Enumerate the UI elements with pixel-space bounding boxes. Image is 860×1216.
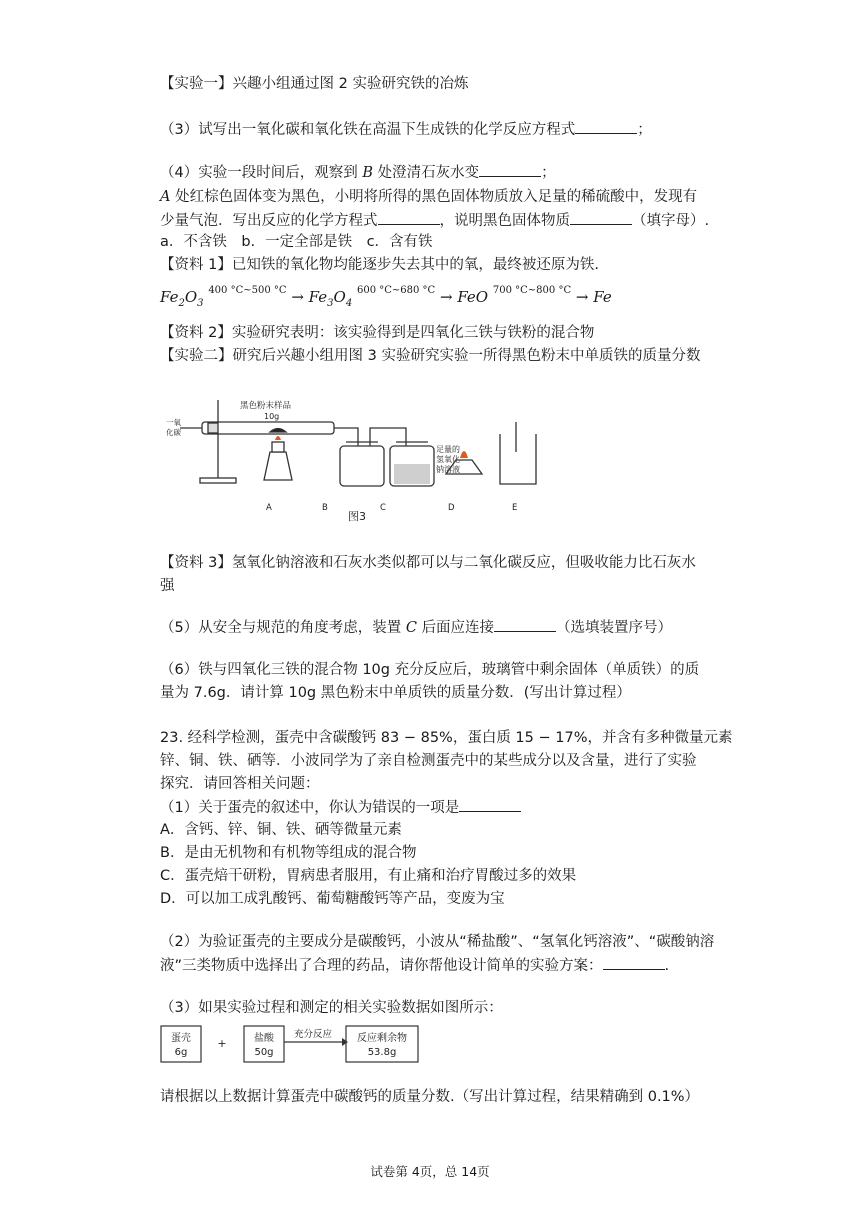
q23-line3: 探究．请回答相关问题： [160, 776, 320, 792]
q6-line2: 量为 7.6g．请计算 10g 黑色粉末中单质铁的质量分数．(写出计算过程） [160, 685, 631, 701]
label-A: A [266, 503, 272, 513]
box1-label: 蛋壳 [171, 1033, 191, 1044]
glass-tube [202, 422, 334, 434]
plus-sign: + [217, 1037, 227, 1050]
q23-s2-line2: 液”三类物质中选择出了合理的药品，请你帮他设计简单的实验方案： . [160, 955, 669, 976]
label-D: D [448, 503, 455, 513]
box2-label: 盐酸 [254, 1033, 274, 1044]
q23-option-c: C．蛋壳焙干研粉，胃病患者服用，有止痛和治疗胃酸过多的效果 [160, 868, 577, 884]
q5-text: （5）从安全与规范的角度考虑，装置 C 后面应连接 （选填装置序号） [160, 617, 672, 638]
box2-value: 50g [254, 1047, 274, 1058]
flame-icon [275, 436, 281, 440]
exp1-heading: 【实验一】兴趣小组通过图 2 实验研究铁的冶炼 [160, 76, 469, 92]
q23-calc: 请根据以上数据计算蛋壳中碳酸钙的质量分数.（写出计算过程，结果精确到 0.1%） [160, 1089, 700, 1105]
answer-blank[interactable] [575, 119, 637, 134]
q6-line1: （6）铁与四氧化三铁的混合物 10g 充分反应后，玻璃管中剩余固体（单质铁）的质 [160, 662, 700, 678]
naoh-label-3: 钠溶液 [436, 465, 460, 474]
q4-line3: 少量气泡．写出反应的化学方程式 ，说明黑色固体物质 （填字母）. [160, 210, 709, 231]
q23-option-d: D．可以加工成乳酸钙、葡萄糖酸钙等产品，变废为宝 [160, 891, 505, 907]
naoh-label-1: 足量的 [436, 445, 460, 454]
figure3-caption: 图3 [348, 510, 366, 523]
iron-oxide-reduction-formula: $Fe_2O_3$ $^{400 ^\circ C\sim 500 ^\circ C} \to Fe_3O_4$ $^{600 ^\circ C\sim 680 ^\circ C}$ → FeO $^{700 ^\circ C\sim 800 ^\circ C}$ → Fe [160, 285, 612, 309]
alcohol-lamp-A [264, 452, 292, 480]
info2-text: 【资料 2】实验研究表明：该实验得到是四氧化三铁与铁粉的混合物 [160, 325, 595, 341]
q4-line2: A 处红棕色固体变为黑色，小明将所得的黑色固体物质放入足量的稀硫酸中，发现有 [160, 189, 698, 205]
info1-text: 【资料 1】已知铁的氧化物均能逐步失去其中的氧，最终被还原为铁. [160, 257, 599, 273]
naoh-label-2: 氢氧化 [436, 455, 460, 464]
label-E: E [512, 503, 518, 513]
co-label-1: 一氧 [166, 418, 181, 427]
box3-label: 反应剩余物 [357, 1033, 407, 1044]
figure3-apparatus [160, 392, 740, 527]
label-B: B [322, 503, 328, 513]
answer-blank[interactable] [494, 617, 556, 632]
clamp [208, 423, 218, 433]
reaction-flow-diagram [160, 1022, 430, 1068]
q4-options: a．不含铁 b．一定全部是铁 c．含有铁 [160, 234, 433, 250]
q23-option-a: A．含钙、锌、铜、铁、硒等微量元素 [160, 822, 402, 838]
arrow-label: 充分反应 [293, 1029, 333, 1040]
co-label-2: 化碳 [166, 428, 181, 437]
answer-blank[interactable] [479, 162, 541, 177]
q23-line1: 23. 经科学检测，蛋壳中含碳酸钙 83 − 85%，蛋白质 15 − 17%，并含有多种微量元素 [160, 730, 733, 746]
box3-value: 53.8g [367, 1047, 397, 1058]
q3-text: （3）试写出一氧化碳和氧化铁在高温下生成铁的化学反应方程式 ； [160, 119, 652, 140]
label-C: C [380, 503, 386, 513]
flame-D-icon [460, 451, 468, 458]
sample-mass: 10g [264, 412, 280, 421]
beaker-E [500, 434, 536, 484]
q23-line2: 锌、铜、铁、硒等．小波同学为了亲自检测蛋壳中的某些成分以及含量，进行了实验 [160, 753, 697, 769]
bottle-B [340, 446, 384, 486]
sample-label: 黑色粉末样品 [240, 401, 292, 411]
q23-s1: （1）关于蛋壳的叙述中，你认为错误的一项是 [160, 797, 521, 818]
connector-tube [334, 428, 358, 446]
q4-text: （4）实验一段时间后，观察到 B 处澄清石灰水变 ； [160, 162, 556, 183]
info3-line1: 【资料 3】氢氧化钠溶液和石灰水类似都可以与二氧化碳反应，但吸收能力比石灰水 [160, 555, 696, 571]
info3-line2: 强 [160, 578, 175, 594]
stand-base [200, 478, 236, 483]
q23-s2-line1: （2）为验证蛋壳的主要成分是碳酸钙，小波从“稀盐酸”、“氢氧化钙溶液”、“碳酸钠溶 [160, 934, 715, 950]
exp2-text: 【实验二】研究后兴趣小组用图 3 实验研究实验一所得黑色粉末中单质铁的质量分数 [160, 348, 701, 364]
q23-option-b: B．是由无机物和有机物等组成的混合物 [160, 845, 417, 861]
answer-blank[interactable] [459, 797, 521, 812]
answer-blank[interactable] [603, 955, 665, 970]
page-footer: 试卷第 4页，总 14页 [370, 1164, 490, 1179]
answer-blank[interactable] [378, 210, 440, 225]
q23-s3: （3）如果实验过程和测定的相关实验数据如图所示： [160, 1000, 503, 1016]
box1-value: 6g [174, 1047, 188, 1058]
answer-blank[interactable] [570, 210, 632, 225]
naoh-solution [394, 464, 430, 484]
